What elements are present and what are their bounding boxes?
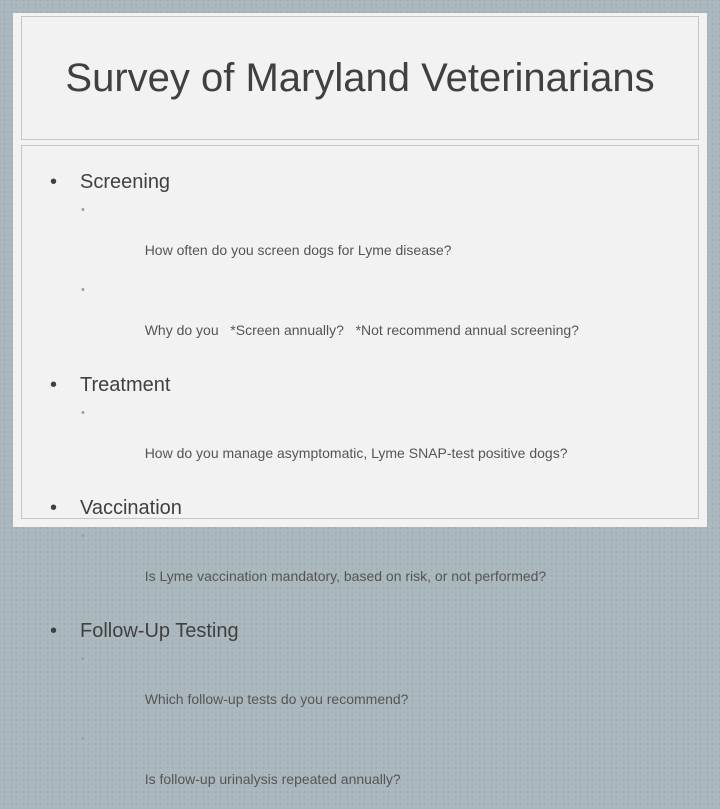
- bullet-label: Vaccination: [80, 497, 182, 519]
- sub-bullet-marker: •: [81, 407, 85, 419]
- slide-panel: [13, 13, 707, 787]
- sub-bullet-text: How do you manage asymptomatic, Lyme SNAP-test positive dogs?: [144, 445, 568, 461]
- sub-bullet-text: Which follow-up tests do you recommend?: [144, 691, 409, 707]
- sub-bullet-marker: •: [81, 733, 85, 745]
- sub-bullet-text: How often do you screen dogs for Lyme disease?: [144, 242, 452, 258]
- bullet-label: Follow-Up Testing: [80, 620, 239, 642]
- bullet-marker: •: [50, 497, 58, 519]
- sub-bullet-marker: •: [81, 530, 85, 542]
- slide-title: Survey of Maryland Veterinarians: [65, 55, 655, 100]
- sub-bullet-item: [81, 200, 579, 280]
- sub-bullet-item: [81, 280, 579, 360]
- bullet-follow-up-testing: [50, 619, 579, 809]
- sub-bullet-item: [81, 526, 579, 606]
- bullet-marker: •: [50, 620, 58, 642]
- bullet-treatment: [50, 373, 579, 483]
- title-placeholder: [21, 16, 699, 140]
- sub-bullet-marker: •: [81, 653, 85, 665]
- sub-bullet-list: [81, 200, 579, 360]
- bullet-vaccination: [50, 496, 579, 606]
- bullet-label: Treatment: [80, 374, 171, 396]
- content-placeholder: [21, 145, 699, 787]
- sub-bullet-text: Why do you *Screen annually? *Not recommend annual screening?: [144, 322, 579, 338]
- sub-bullet-list: [81, 403, 579, 483]
- bullet-list: [50, 170, 579, 809]
- sub-bullet-text: Is follow-up urinalysis repeated annually?: [144, 771, 401, 787]
- bullet-marker: •: [50, 171, 58, 193]
- sub-bullet-list: [81, 649, 579, 809]
- sub-bullet-marker: •: [81, 284, 85, 296]
- sub-bullet-text: Is Lyme vaccination mandatory, based on risk, or not performed?: [144, 568, 547, 584]
- sub-bullet-item: [81, 649, 579, 729]
- bullet-marker: •: [50, 374, 58, 396]
- bullet-screening: [50, 170, 579, 360]
- sub-bullet-marker: •: [81, 204, 85, 216]
- sub-bullet-item: [81, 729, 579, 809]
- bullet-label: Screening: [80, 171, 171, 193]
- sub-bullet-list: [81, 526, 579, 606]
- sub-bullet-item: [81, 403, 579, 483]
